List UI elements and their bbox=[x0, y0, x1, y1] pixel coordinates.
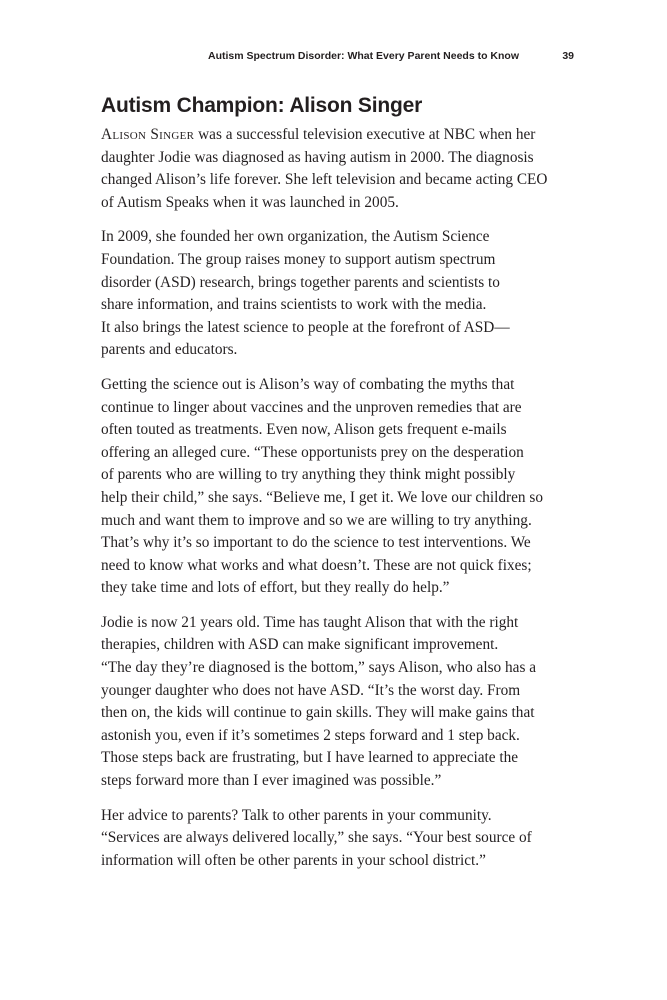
paragraph bbox=[101, 612, 577, 793]
paragraph-line: of Autism Speaks when it was launched in 2005. bbox=[101, 193, 399, 211]
paragraph-line: they take time and lots of effort, but they really do help.” bbox=[101, 579, 450, 597]
paragraph-line: need to know what works and what doesn’t. These are not quick fixes; bbox=[101, 556, 532, 574]
paragraph-line bbox=[101, 124, 577, 147]
paragraph-line: much and want them to improve and so we are willing to try anything. bbox=[101, 511, 532, 529]
paragraph-line: younger daughter who does not have ASD. “It’s the worst day. From bbox=[101, 681, 521, 699]
paragraph-line: offering an alleged cure. “These opportunists prey on the desperation bbox=[101, 443, 524, 461]
paragraph-line: of parents who are willing to try anything they think might possibly bbox=[101, 466, 516, 484]
paragraph-line: Her advice to parents? Talk to other parents in your community. bbox=[101, 806, 492, 824]
paragraph-line: Jodie is now 21 years old. Time has taught Alison that with the right bbox=[101, 613, 519, 631]
lead-line-text: was a successful television executive at NBC when her bbox=[194, 126, 536, 143]
paragraph-line: steps forward more than I ever imagined was possible.” bbox=[101, 772, 442, 790]
paragraph-line: Foundation. The group raises money to support autism spectrum bbox=[101, 250, 496, 268]
paragraph-line: daughter Jodie was diagnosed as having autism in 2000. The diagnosis bbox=[101, 148, 534, 166]
paragraph-line: parents and educators. bbox=[101, 341, 238, 359]
paragraph-line: therapies, children with ASD can make significant improvement. bbox=[101, 636, 499, 654]
paragraph bbox=[101, 805, 577, 873]
article-body bbox=[101, 92, 577, 884]
paragraph-line: information will often be other parents in your school district.” bbox=[101, 851, 486, 869]
paragraph-line: disorder (ASD) research, brings together parents and scientists to bbox=[101, 273, 500, 291]
paragraph bbox=[101, 124, 577, 214]
lead-name: Alison Singer bbox=[101, 126, 195, 143]
paragraph-line: astonish you, even if it’s sometimes 2 steps forward and 1 step back. bbox=[101, 726, 520, 744]
paragraph bbox=[101, 226, 577, 362]
paragraph-line: “Services are always delivered locally,” she says. “Your best source of bbox=[101, 829, 532, 847]
paragraph-line: In 2009, she founded her own organization, the Autism Science bbox=[101, 228, 490, 246]
paragraph-line: share information, and trains scientists to work with the media. bbox=[101, 296, 487, 314]
paragraph-line: changed Alison’s life forever. She left television and became acting CEO bbox=[101, 171, 548, 189]
paragraph-line: often touted as treatments. Even now, Alison gets frequent e-mails bbox=[101, 421, 507, 439]
paragraph-line: Those steps back are frustrating, but I have learned to appreciate the bbox=[101, 749, 519, 767]
running-title: Autism Spectrum Disorder: What Every Parent Needs to Know bbox=[208, 50, 519, 62]
section-heading: Autism Champion: Alison Singer bbox=[101, 94, 423, 117]
paragraph-line: That’s why it’s so important to do the science to test interventions. We bbox=[101, 534, 531, 552]
paragraph-line: continue to linger about vaccines and the unproven remedies that are bbox=[101, 398, 522, 416]
paragraph-line: “The day they’re diagnosed is the bottom,” says Alison, who also has a bbox=[101, 659, 537, 677]
paragraph bbox=[101, 374, 577, 600]
page-number: 39 bbox=[562, 50, 574, 62]
paragraph-line: It also brings the latest science to people at the forefront of ASD— bbox=[101, 318, 510, 336]
paragraph-line: Getting the science out is Alison’s way of combating the myths that bbox=[101, 375, 515, 393]
running-head bbox=[101, 50, 574, 68]
paragraph-line: help their child,” she says. “Believe me, I get it. We love our children so bbox=[101, 488, 543, 506]
paragraph-line: then on, the kids will continue to gain skills. They will make gains that bbox=[101, 704, 535, 722]
